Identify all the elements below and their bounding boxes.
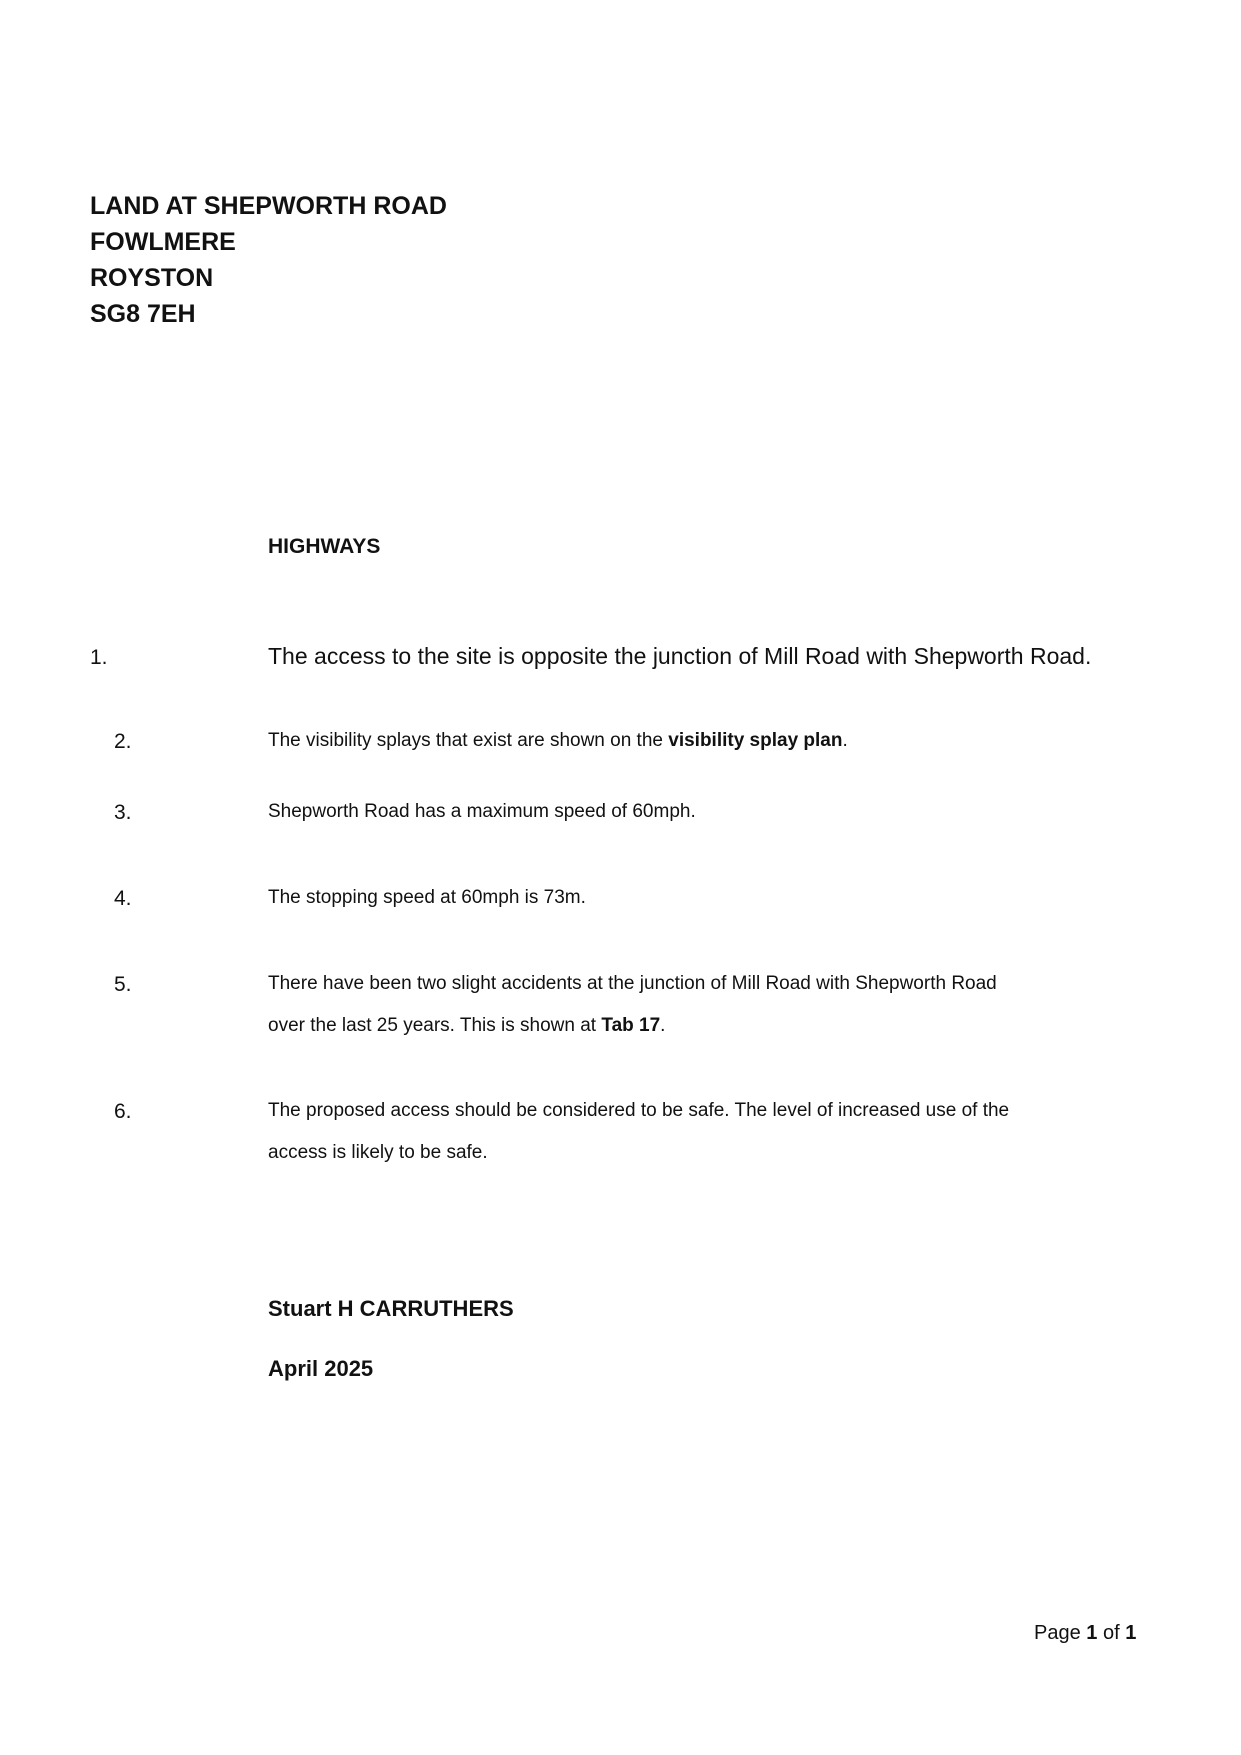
paragraph-4: The stopping speed at 60mph is 73m. — [268, 887, 586, 908]
address-line-3: ROYSTON — [90, 264, 214, 292]
paragraph-3: Shepworth Road has a maximum speed of 60mph. — [268, 801, 696, 822]
paragraph-number-2: 2. — [114, 730, 132, 753]
paragraph-number-3: 3. — [114, 801, 132, 824]
page-number: 1 — [1086, 1622, 1098, 1644]
paragraph-5-line-1: There have been two slight accidents at the junction of Mill Road with Shepworth Road — [268, 973, 997, 994]
paragraph-number-6: 6. — [114, 1100, 132, 1123]
paragraph-6-line-2: access is likely to be safe. — [268, 1142, 488, 1163]
section-heading: HIGHWAYS — [268, 535, 381, 558]
paragraph-6-line-1: The proposed access should be considered to be safe. The level of increased use of the — [268, 1100, 1010, 1121]
paragraph-2-bold: visibility splay plan — [668, 730, 843, 751]
paragraph-2 — [268, 720, 848, 762]
paragraph-number-4: 4. — [114, 887, 132, 910]
paragraph-5-end: . — [660, 1015, 666, 1036]
signature-date: April 2025 — [268, 1356, 374, 1381]
paragraph-5-bold: Tab 17 — [601, 1015, 661, 1036]
page-footer — [1034, 1622, 1136, 1645]
address-postcode: SG8 7EH — [90, 300, 196, 328]
address-line-1: LAND AT SHEPWORTH ROAD — [90, 192, 447, 220]
address-block — [90, 188, 447, 332]
paragraph-2-text: The visibility splays that exist are shown on the — [268, 730, 669, 751]
page-total: 1 — [1125, 1622, 1137, 1644]
paragraph-5-line-2 — [268, 1005, 997, 1047]
paragraph-1: The access to the site is opposite the junction of Mill Road with Shepworth Road. — [268, 643, 1092, 669]
paragraph-number-5: 5. — [114, 973, 132, 996]
paragraph-5-line-2-text: over the last 25 years. This is shown at — [268, 1015, 602, 1036]
paragraph-2-end: . — [842, 730, 848, 751]
paragraph-number-1: 1. — [90, 646, 108, 669]
address-line-2: FOWLMERE — [90, 228, 236, 256]
signature-name: Stuart H CARRUTHERS — [268, 1296, 514, 1321]
page-label: Page — [1034, 1622, 1087, 1644]
paragraph-5 — [268, 963, 997, 1047]
of-label: of — [1097, 1622, 1126, 1644]
paragraph-6 — [268, 1090, 1009, 1174]
